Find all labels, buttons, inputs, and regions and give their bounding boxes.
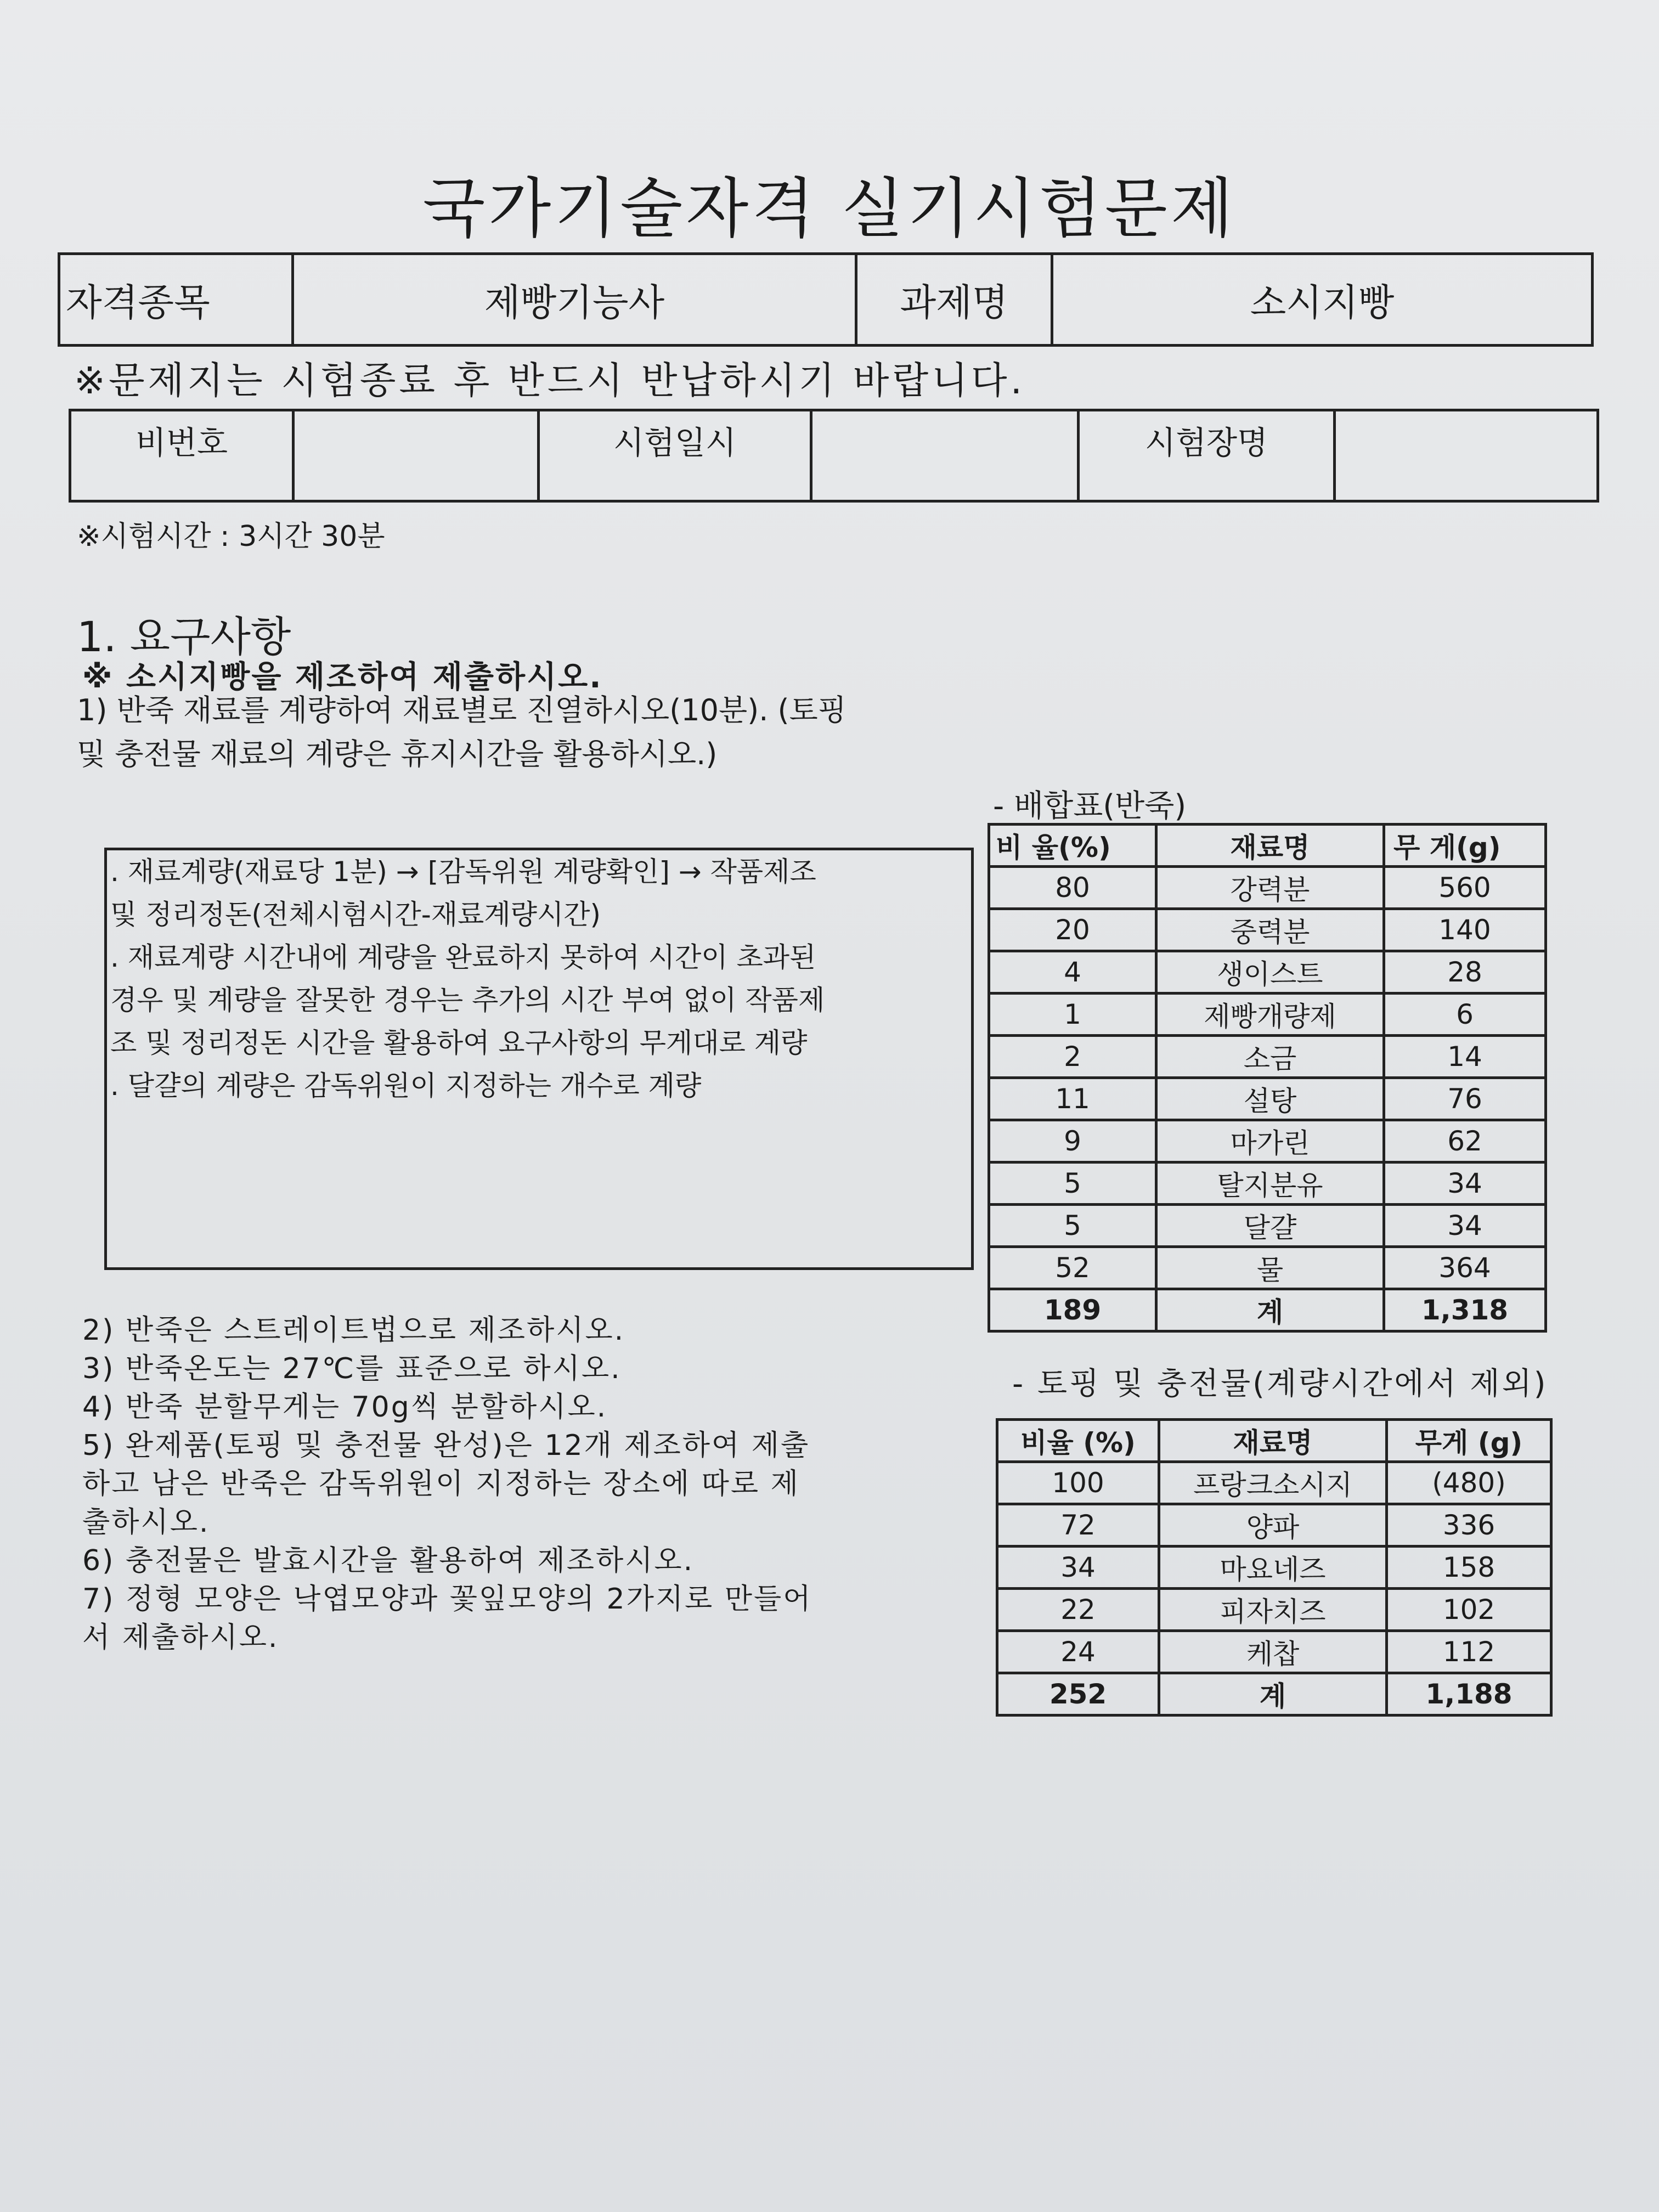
weight-cell: 560 (1384, 867, 1546, 909)
ratio-cell: 9 (989, 1120, 1156, 1163)
main-instruction: ※ 소시지빵을 제조하여 제출하시오. (82, 659, 603, 695)
weight-cell: 76 (1384, 1078, 1546, 1120)
requirement-1-line: 1) 반죽 재료를 계량하여 재료별로 진열하시오(10분). (토핑 (77, 693, 847, 727)
exam-place-field (1335, 410, 1598, 501)
total-label: 계 (1159, 1673, 1387, 1716)
table-row (997, 1631, 1551, 1673)
ratio-cell: 52 (989, 1247, 1156, 1289)
ratio-cell: 72 (997, 1504, 1159, 1547)
ingredient-cell: 양파 (1159, 1504, 1387, 1547)
ingredient-cell: 소금 (1156, 1036, 1384, 1078)
table-row (997, 1504, 1551, 1547)
ingredient-cell: 제빵개량제 (1156, 994, 1384, 1036)
section-heading: 1. 요구사항 (77, 612, 291, 661)
weight-cell: 62 (1384, 1120, 1546, 1163)
ratio-total: 252 (997, 1673, 1159, 1716)
column-header: 무 게(g) (1384, 825, 1546, 867)
weight-cell: 364 (1384, 1247, 1546, 1289)
list-item: 4) 반죽 분할무게는 70g씩 분할하시오. (82, 1391, 608, 1424)
ratio-cell: 22 (997, 1589, 1159, 1631)
requirement-1-line: 및 충전물 재료의 계량은 휴지시간을 활용하시오.) (77, 737, 718, 771)
weight-cell: 14 (1384, 1036, 1546, 1078)
ingredient-cell: 마가린 (1156, 1120, 1384, 1163)
list-item: 3) 반죽온도는 27℃를 표준으로 하시오. (82, 1352, 622, 1385)
exam-time: ※시험시간 : 3시간 30분 (77, 520, 385, 553)
list-item: 출하시오. (82, 1506, 210, 1539)
exam-date-label: 시험일시 (539, 410, 811, 501)
weight-cell: 28 (1384, 951, 1546, 994)
box-line: 조 및 정리정돈 시간을 활용하여 요구사항의 무게대로 계량 (110, 1027, 808, 1059)
table-row (989, 1078, 1546, 1120)
seat-number-label: 비번호 (70, 410, 294, 501)
page-title: 국가기술자격 실기시험문제 (422, 171, 1237, 246)
box-line: 및 정리정돈(전체시험시간-재료계량시간) (110, 899, 601, 930)
weight-cell: (480) (1387, 1462, 1551, 1504)
ratio-cell: 5 (989, 1163, 1156, 1205)
column-header: 재료명 (1159, 1420, 1387, 1462)
exam-date-field (811, 410, 1079, 501)
seat-number-field (294, 410, 539, 501)
ratio-cell: 20 (989, 909, 1156, 951)
total-row (997, 1673, 1551, 1716)
ingredient-cell: 생이스트 (1156, 951, 1384, 994)
weight-total: 1,318 (1384, 1289, 1546, 1331)
box-line: 경우 및 계량을 잘못한 경우는 추가의 시간 부여 없이 작품제 (110, 984, 825, 1016)
exam-info-table (69, 409, 1599, 503)
weight-cell: 336 (1387, 1504, 1551, 1547)
column-header: 무게 (g) (1387, 1420, 1551, 1462)
topping-table-caption: - 토핑 및 충전물(계량시간에서 제외) (1012, 1366, 1548, 1402)
dough-table-caption: - 배합표(반죽) (993, 788, 1187, 824)
ingredient-cell: 강력분 (1156, 867, 1384, 909)
table-row (989, 1120, 1546, 1163)
requirements-list (82, 1311, 938, 1657)
weight-cell: 112 (1387, 1631, 1551, 1673)
ingredient-cell: 마요네즈 (1159, 1547, 1387, 1589)
ratio-cell: 34 (997, 1547, 1159, 1589)
measuring-notes-box (104, 848, 974, 1270)
qualification-table (58, 252, 1594, 347)
list-item: 서 제출하시오. (82, 1621, 279, 1654)
list-item: 5) 완제품(토핑 및 충전물 완성)은 12개 제조하여 제출 (82, 1429, 810, 1462)
ratio-cell: 4 (989, 951, 1156, 994)
ratio-cell: 24 (997, 1631, 1159, 1673)
table-row (989, 994, 1546, 1036)
column-header: 비율 (%) (997, 1420, 1159, 1462)
requirement-1 (77, 689, 933, 776)
ingredient-cell: 탈지분유 (1156, 1163, 1384, 1205)
table-row (989, 1036, 1546, 1078)
task-label: 과제명 (856, 254, 1052, 346)
column-header: 비 율(%) (989, 825, 1156, 867)
ingredient-cell: 중력분 (1156, 909, 1384, 951)
table-row (989, 1205, 1546, 1247)
qualification-label: 자격종목 (59, 254, 293, 346)
list-item: 6) 충전물은 발효시간을 활용하여 제조하시오. (82, 1544, 695, 1577)
table-row (989, 1163, 1546, 1205)
box-line: . 재료계량 시간내에 계량을 완료하지 못하여 시간이 초과된 (110, 941, 816, 973)
table-row (989, 1247, 1546, 1289)
ingredient-cell: 달걀 (1156, 1205, 1384, 1247)
weight-cell: 34 (1384, 1163, 1546, 1205)
column-header: 재료명 (1156, 825, 1384, 867)
table-row (997, 1462, 1551, 1504)
total-label: 계 (1156, 1289, 1384, 1331)
box-line: . 달걀의 계량은 감독위원이 지정하는 개수로 계량 (110, 1070, 702, 1102)
list-item: 2) 반죽은 스트레이트법으로 제조하시오. (82, 1314, 625, 1347)
ingredient-cell: 케찹 (1159, 1631, 1387, 1673)
weight-cell: 34 (1384, 1205, 1546, 1247)
ratio-total: 189 (989, 1289, 1156, 1331)
ingredient-cell: 설탕 (1156, 1078, 1384, 1120)
table-row (989, 909, 1546, 951)
table-row (989, 867, 1546, 909)
ratio-cell: 100 (997, 1462, 1159, 1504)
ratio-cell: 1 (989, 994, 1156, 1036)
return-notice: ※문제지는 시험종료 후 반드시 반납하시기 바랍니다. (74, 359, 1026, 403)
exam-place-label: 시험장명 (1079, 410, 1335, 501)
weight-cell: 158 (1387, 1547, 1551, 1589)
weight-cell: 6 (1384, 994, 1546, 1036)
ratio-cell: 2 (989, 1036, 1156, 1078)
ratio-cell: 11 (989, 1078, 1156, 1120)
dough-table (988, 823, 1547, 1333)
topping-table (996, 1418, 1553, 1717)
weight-cell: 102 (1387, 1589, 1551, 1631)
list-item: 7) 정형 모양은 낙엽모양과 꽃잎모양의 2가지로 만들어 (82, 1583, 812, 1616)
table-row (989, 951, 1546, 994)
box-line: . 재료계량(재료당 1분) → [감독위원 계량확인] → 작품제조 (110, 856, 816, 888)
table-row (997, 1589, 1551, 1631)
total-row (989, 1289, 1546, 1331)
ingredient-cell: 프랑크소시지 (1159, 1462, 1387, 1504)
ingredient-cell: 피자치즈 (1159, 1589, 1387, 1631)
qualification-value: 제빵기능사 (293, 254, 856, 346)
ratio-cell: 80 (989, 867, 1156, 909)
weight-total: 1,188 (1387, 1673, 1551, 1716)
weight-cell: 140 (1384, 909, 1546, 951)
ingredient-cell: 물 (1156, 1247, 1384, 1289)
table-row (997, 1547, 1551, 1589)
ratio-cell: 5 (989, 1205, 1156, 1247)
list-item: 하고 남은 반죽은 감독위원이 지정하는 장소에 따로 제 (82, 1468, 800, 1500)
task-value: 소시지빵 (1052, 254, 1593, 346)
